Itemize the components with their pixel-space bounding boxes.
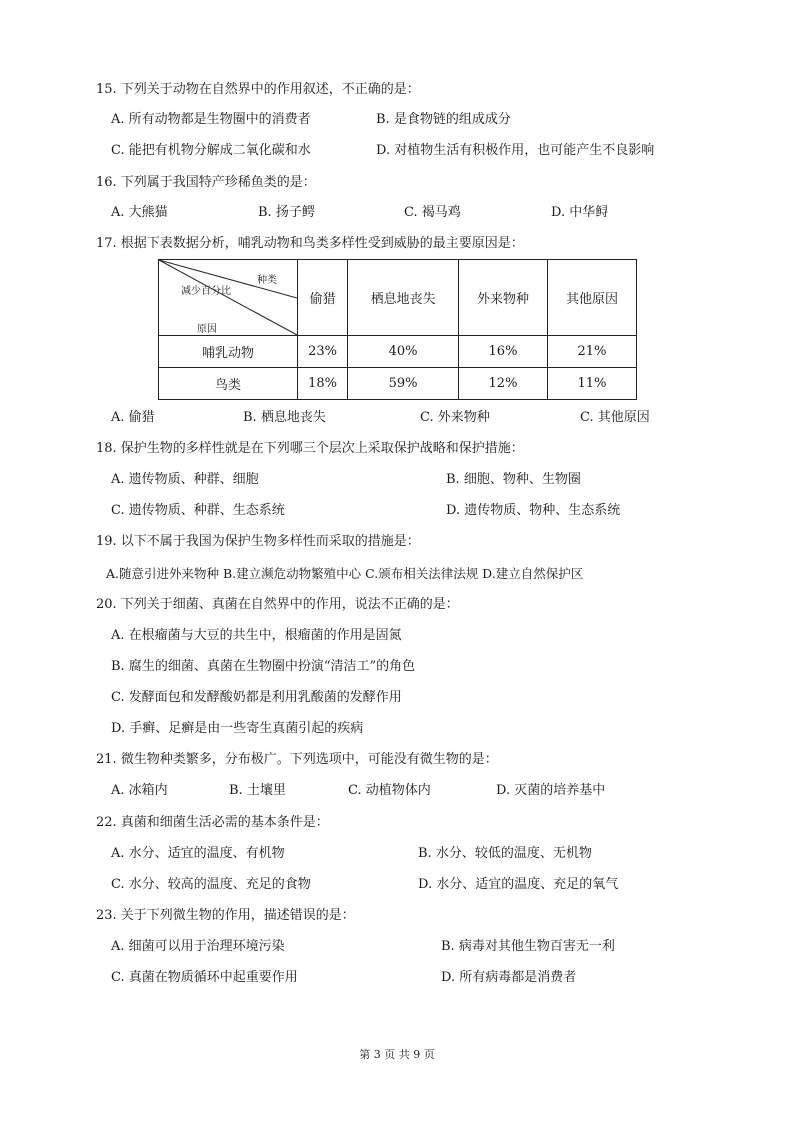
q22-option-a: A. 水分、适宜的温度、有机物 — [111, 846, 285, 861]
question-22-stem: 22. 真菌和细菌生活必需的基本条件是： — [96, 815, 329, 830]
q23-option-d: D. 所有病毒都是消费者 — [441, 970, 577, 985]
header-cell: 偷猎 — [298, 260, 348, 336]
q21-option-c: C. 动植物体内 — [348, 783, 431, 798]
table-cell: 18% — [298, 368, 348, 400]
question-16-stem: 16. 下列属于我国特产珍稀鱼类的是： — [96, 175, 316, 190]
q15-option-c: C. 能把有机物分解成二氧化碳和水 — [111, 143, 311, 158]
q18-option-b: B. 细胞、物种、生物圈 — [446, 472, 581, 487]
table-corner-cell — [159, 260, 298, 336]
question-21-stem: 21. 微生物种类繁多，分布极广。下列选项中，可能没有微生物的是： — [96, 752, 498, 767]
q17-option-d: C. 其他原因 — [580, 410, 650, 425]
q15-option-d: D. 对植物生活有积极作用，也可能产生不良影响 — [376, 143, 655, 158]
q18-option-d: D. 遗传物质、物种、生态系统 — [446, 503, 621, 518]
table-cell: 16% — [459, 336, 548, 368]
q16-option-b: B. 扬子鳄 — [258, 205, 315, 220]
q21-option-b: B. 土壤里 — [229, 783, 286, 798]
corner-label-cause: 原因 — [197, 324, 217, 335]
q16-option-d: D. 中华鲟 — [551, 205, 609, 220]
threat-data-table — [158, 259, 637, 400]
q22-option-d: D. 水分、适宜的温度、充足的氧气 — [418, 877, 619, 892]
q17-option-b: B. 栖息地丧失 — [243, 410, 326, 425]
q22-option-c: C. 水分、较高的温度、充足的食物 — [111, 877, 311, 892]
table-cell: 11% — [547, 368, 636, 400]
q23-option-a: A. 细菌可以用于治理环境污染 — [111, 939, 285, 954]
q21-option-a: A. 冰箱内 — [111, 783, 168, 798]
question-18-stem: 18. 保护生物的多样性就是在下列哪三个层次上采取保护战略和保护措施： — [96, 441, 524, 456]
q16-option-c: C. 褐马鸡 — [404, 205, 461, 220]
table-cell: 21% — [547, 336, 636, 368]
q16-option-a: A. 大熊猫 — [111, 205, 168, 220]
q23-option-b: B. 病毒对其他生物百害无一利 — [441, 939, 615, 954]
header-cell: 外来物种 — [459, 260, 548, 336]
q23-option-c: C. 真菌在物质循环中起重要作用 — [111, 970, 298, 985]
q20-option-a: A. 在根瘤菌与大豆的共生中，根瘤菌的作用是固氮 — [111, 628, 402, 643]
row-label: 哺乳动物 — [159, 336, 298, 368]
q18-option-c: C. 遗传物质、种群、生态系统 — [111, 503, 285, 518]
page-footer: 第 3 页 共 9 页 — [359, 1048, 435, 1061]
q20-option-c: C. 发酵面包和发酵酸奶都是利用乳酸菌的发酵作用 — [111, 690, 402, 705]
header-cell: 栖息地丧失 — [348, 260, 459, 336]
table-cell: 59% — [348, 368, 459, 400]
question-17-stem: 17. 根据下表数据分析，哺乳动物和鸟类多样性受到威胁的最主要原因是： — [96, 236, 524, 251]
corner-label-species: 种类 — [257, 275, 277, 286]
q17-option-c: C. 外来物种 — [420, 410, 490, 425]
table-cell: 40% — [348, 336, 459, 368]
q22-option-b: B. 水分、较低的温度、无机物 — [418, 846, 592, 861]
table-row — [159, 368, 637, 400]
q15-option-a: A. 所有动物都是生物圈中的消费者 — [111, 112, 311, 127]
q20-option-b: B. 腐生的细菌、真菌在生物圈中扮演“清洁工”的角色 — [111, 659, 416, 674]
table-cell: 23% — [298, 336, 348, 368]
question-15-stem: 15. 下列关于动物在自然界中的作用叙述，不正确的是： — [96, 82, 420, 97]
q20-option-d: D. 手癣、足癣是由一些寄生真菌引起的疾病 — [111, 721, 364, 736]
question-23-stem: 23. 关于下列微生物的作用，描述错误的是： — [96, 908, 355, 923]
table-cell: 12% — [459, 368, 548, 400]
q18-option-a: A. 遗传物质、种群、细胞 — [111, 472, 259, 487]
row-label: 鸟类 — [159, 368, 298, 400]
q15-option-b: B. 是食物链的组成成分 — [376, 112, 511, 127]
question-19-stem: 19. 以下不属于我国为保护生物多样性而采取的措施是： — [96, 534, 420, 549]
q19-options: A.随意引进外来物种 B.建立濒危动物繁殖中心 C.颁布相关法律法规 D.建立自然保护区 — [106, 566, 584, 581]
q17-option-a: A. 偷猎 — [111, 410, 155, 425]
question-20-stem: 20. 下列关于细菌、真菌在自然界中的作用，说法不正确的是： — [96, 597, 459, 612]
header-cell: 其他原因 — [547, 260, 636, 336]
corner-label-percent: 减少百分比 — [181, 286, 231, 297]
table-row — [159, 336, 637, 368]
q21-option-d: D. 灭菌的培养基中 — [496, 783, 606, 798]
